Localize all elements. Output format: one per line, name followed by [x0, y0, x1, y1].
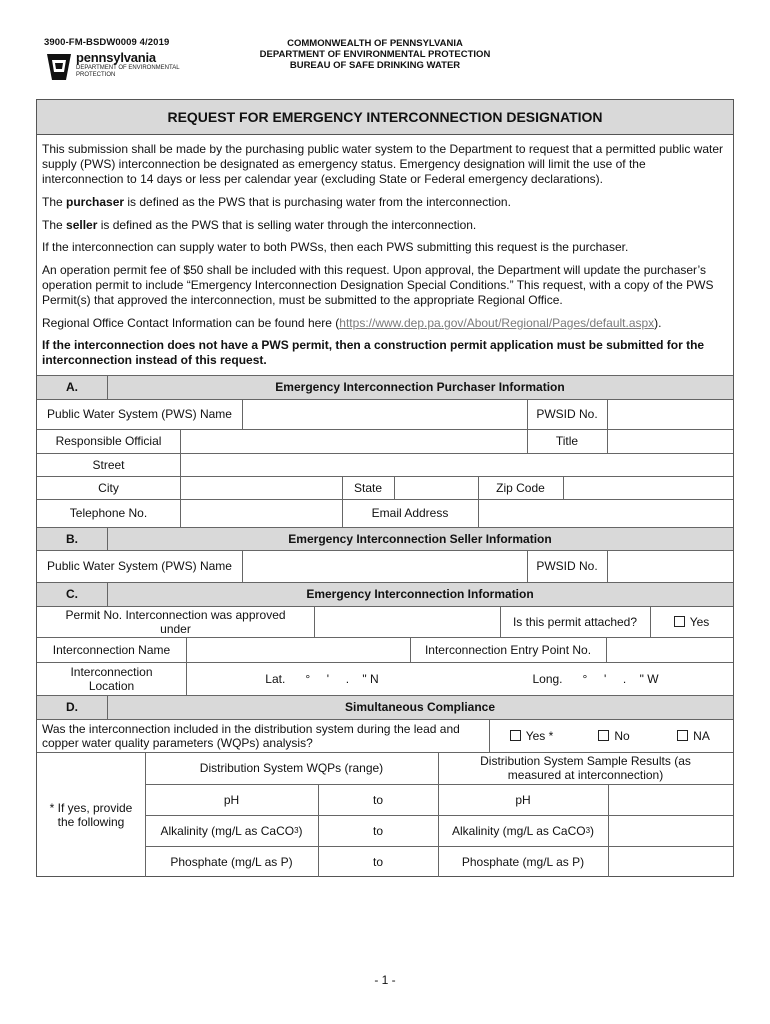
- d-na-checkbox[interactable]: [677, 730, 688, 741]
- grid-line: [145, 815, 733, 816]
- section-c-letter: C.: [66, 587, 78, 601]
- d-yes-label: Yes *: [525, 728, 554, 743]
- intro-paragraph-purchaser: [42, 195, 728, 210]
- grid-line: [107, 527, 108, 550]
- c-longitude-field[interactable]: Long. ° ' . " W: [532, 671, 659, 686]
- c-attached-yes-checkbox[interactable]: [674, 616, 685, 627]
- intro-paragraph-permit-note: If the interconnection does not have a PWS permit, then a construction permit application must be submitted for the interconnection instead of this request.: [42, 338, 705, 367]
- grid-line: [145, 752, 146, 877]
- grid-line: [37, 752, 733, 753]
- grid-line: [107, 375, 108, 399]
- grid-line: [107, 582, 108, 606]
- logo-department: DEPARTMENT OF ENVIRONMENTAL PROTECTION: [76, 65, 180, 78]
- agency-line-3: BUREAU OF SAFE DRINKING WATER: [289, 60, 461, 71]
- d-alk-sub: 3: [294, 825, 299, 835]
- c-entry-point-input[interactable]: [606, 637, 733, 662]
- grid-line: [242, 550, 243, 582]
- intro-paragraph-fee: An operation permit fee of $50 shall be included with this request. Upon approval, the Department will update the purchaser’s operation permit to include “Emergency Interconnection Designation Special Conditions.” This request, with a copy of the PWS Permit(s) that approved the interconnection, must be submitted to the appropriate Regional Office.: [42, 263, 714, 307]
- section-b-letter: B.: [66, 531, 78, 546]
- d-col-results-header: Distribution System Sample Results (as measured at interconnection): [480, 754, 691, 782]
- grid-line: [37, 527, 733, 528]
- c-attached-yes-option[interactable]: [650, 606, 733, 637]
- d-no-option[interactable]: [574, 719, 654, 752]
- grid-line: [37, 606, 733, 607]
- grid-line: [242, 399, 243, 429]
- agency-line-1: COMMONWEALTH OF PENNSYLVANIA: [287, 38, 463, 49]
- c-latitude-field[interactable]: Lat. ° ' . " N: [265, 671, 379, 686]
- a-email-input[interactable]: [478, 499, 733, 527]
- section-d-letter: D.: [66, 700, 78, 714]
- intro-paragraph-seller: [42, 218, 728, 233]
- d-row-ph-param: pH: [223, 792, 240, 807]
- grid-line: [37, 719, 733, 720]
- grid-line: [180, 429, 181, 527]
- a-pwsid-input[interactable]: [607, 399, 733, 429]
- d-row-ph-result-input[interactable]: [608, 784, 733, 815]
- section-c-title: Emergency Interconnection Information: [306, 587, 534, 601]
- purchaser-pre: The: [42, 195, 67, 209]
- d-na-option[interactable]: [654, 719, 733, 752]
- grid-line: [527, 550, 528, 582]
- a-pws-name-input[interactable]: [242, 399, 527, 429]
- grid-line: [438, 752, 439, 877]
- grid-line: [37, 550, 733, 551]
- form-number: 3900-FM-BSDW0009 4/2019: [44, 37, 170, 48]
- pennsylvania-keystone-logo-icon: [44, 50, 74, 82]
- a-state-input[interactable]: [394, 476, 478, 499]
- grid-line: [37, 476, 733, 477]
- d-na-label: NA: [693, 728, 710, 743]
- page-number: - 1 -: [374, 973, 396, 987]
- grid-line: [145, 784, 733, 785]
- logo-wordmark: pennsylvania: [76, 50, 156, 65]
- grid-line: [563, 476, 564, 499]
- d-alk-close: ): [298, 823, 303, 838]
- purchaser-term: purchaser: [66, 195, 125, 209]
- section-a-letter: A.: [66, 380, 78, 394]
- c-permit-label: Permit No. Interconnection was approved under: [65, 607, 286, 636]
- c-permit-input[interactable]: [314, 606, 500, 637]
- agency-line-2: DEPARTMENT OF ENVIRONMENTAL PROTECTION: [259, 49, 491, 60]
- d-no-checkbox[interactable]: [598, 730, 609, 741]
- d-alk-result-close: ): [590, 823, 595, 838]
- a-phone-input[interactable]: [180, 499, 342, 527]
- a-phone-label: Telephone No.: [69, 506, 148, 520]
- a-email-label: Email Address: [371, 506, 449, 520]
- c-entry-point-label: Interconnection Entry Point No.: [424, 642, 592, 657]
- grid-line: [37, 453, 733, 454]
- d-row-phosphate-param: Phosphate (mg/L as P): [170, 854, 293, 869]
- grid-line: [394, 476, 395, 499]
- d-row-alkalinity-result-label: [438, 815, 608, 846]
- a-title-input[interactable]: [607, 429, 733, 453]
- d-no-label: No: [614, 728, 630, 743]
- grid-line: [608, 784, 609, 877]
- grid-line: [606, 637, 607, 662]
- d-row-alkalinity-to: to: [372, 823, 383, 838]
- a-state-label: State: [353, 480, 383, 495]
- regional-office-link[interactable]: https://www.dep.pa.gov/About/Regional/Pages/default.aspx: [339, 316, 655, 330]
- a-street-input[interactable]: [180, 453, 733, 476]
- d-row-phosphate-result-label: Phosphate (mg/L as P): [461, 854, 585, 869]
- b-pwsid-input[interactable]: [607, 550, 733, 582]
- seller-pre: The: [42, 218, 67, 232]
- d-row-alkalinity-result-input[interactable]: [608, 815, 733, 846]
- grid-line: [410, 637, 411, 662]
- a-zip-label: Zip Code: [496, 480, 545, 495]
- a-responsible-label: Responsible Official: [55, 434, 162, 448]
- seller-post: is defined as the PWS that is selling water through the interconnection.: [97, 218, 477, 232]
- grid-line: [145, 846, 733, 847]
- agency-block: [250, 38, 500, 71]
- grid-line: [107, 695, 108, 719]
- d-footnote: * If yes, provide the following: [49, 800, 133, 829]
- form-title: REQUEST FOR EMERGENCY INTERCONNECTION DESIGNATION: [37, 100, 733, 135]
- a-city-label: City: [98, 480, 119, 495]
- section-b-title: Emergency Interconnection Seller Information: [288, 531, 552, 546]
- grid-line: [37, 695, 733, 696]
- grid-line: [37, 582, 733, 583]
- a-pwsid-label: PWSID No.: [536, 407, 598, 421]
- c-ic-name-input[interactable]: [186, 637, 410, 662]
- intro-paragraph-both: If the interconnection can supply water to both PWSs, then each PWS submitting this request is the purchaser.: [42, 240, 629, 254]
- section-d-title: Simultaneous Compliance: [344, 700, 496, 714]
- a-pws-name-label: Public Water System (PWS) Name: [47, 407, 232, 421]
- d-wqp-question: Was the interconnection included in the distribution system during the lead and copper water quality parameters (WQPs) analysis?: [42, 721, 460, 750]
- b-pws-name-label: Public Water System (PWS) Name: [47, 559, 232, 573]
- grid-line: [607, 550, 608, 582]
- d-row-ph-result-label: pH: [515, 792, 531, 807]
- d-alk-result-text: Alkalinity (mg/L as CaCO: [451, 823, 586, 838]
- regional-post: ).: [654, 316, 662, 330]
- a-responsible-input[interactable]: [180, 429, 527, 453]
- grid-line: [37, 499, 733, 500]
- a-title-label: Title: [555, 434, 579, 448]
- d-row-phosphate-result-input[interactable]: [608, 846, 733, 877]
- grid-line: [37, 429, 733, 430]
- c-location-label: Interconnection Location: [70, 664, 153, 693]
- d-alk-result-sub: 3: [585, 825, 591, 835]
- intro-paragraph-1: This submission shall be made by the purchasing public water system to the Department to request that a permitted public water supply (PWS) interconnection be designated as emergency status. Emergency designation will limit the use of the interconnection to 14 days or less per calendar year (excluding State or Federal emergency declarations).: [42, 142, 724, 186]
- regional-pre: Regional Office Contact Information can be found here (: [42, 316, 340, 330]
- b-pwsid-label: PWSID No.: [536, 559, 598, 573]
- grid-line: [500, 606, 501, 637]
- d-col-range-header: Distribution System WQPs (range): [199, 761, 384, 775]
- c-attached-question: Is this permit attached?: [512, 614, 638, 629]
- grid-line: [489, 719, 490, 752]
- section-a-title: Emergency Interconnection Purchaser Information: [275, 380, 565, 394]
- c-ic-name-label: Interconnection Name: [52, 642, 171, 657]
- grid-line: [37, 637, 733, 638]
- grid-line: [527, 399, 528, 453]
- a-street-label: Street: [92, 457, 125, 472]
- d-yes-option[interactable]: [489, 719, 574, 752]
- a-zip-input[interactable]: [563, 476, 733, 499]
- grid-line: [37, 662, 733, 663]
- grid-line: [37, 399, 733, 400]
- grid-line: [342, 476, 343, 527]
- a-city-input[interactable]: [180, 476, 342, 499]
- d-row-phosphate-to: to: [372, 854, 383, 869]
- grid-line: [314, 606, 315, 637]
- purchaser-post: is defined as the PWS that is purchasing water from the interconnection.: [124, 195, 511, 209]
- seller-term: seller: [66, 218, 98, 232]
- grid-line: [186, 637, 187, 695]
- grid-line: [318, 784, 319, 877]
- grid-line: [478, 476, 479, 527]
- d-row-ph-to: to: [372, 792, 383, 807]
- grid-line: [607, 399, 608, 453]
- intro-paragraph-regional: [42, 316, 728, 331]
- grid-line: [37, 375, 733, 376]
- c-attached-yes-label: Yes: [689, 614, 710, 629]
- b-pws-name-input[interactable]: [242, 550, 527, 582]
- grid-line: [650, 606, 651, 637]
- d-alk-text: Alkalinity (mg/L as CaCO: [160, 823, 295, 838]
- d-yes-checkbox[interactable]: [510, 730, 521, 741]
- d-row-alkalinity-param: [145, 815, 318, 846]
